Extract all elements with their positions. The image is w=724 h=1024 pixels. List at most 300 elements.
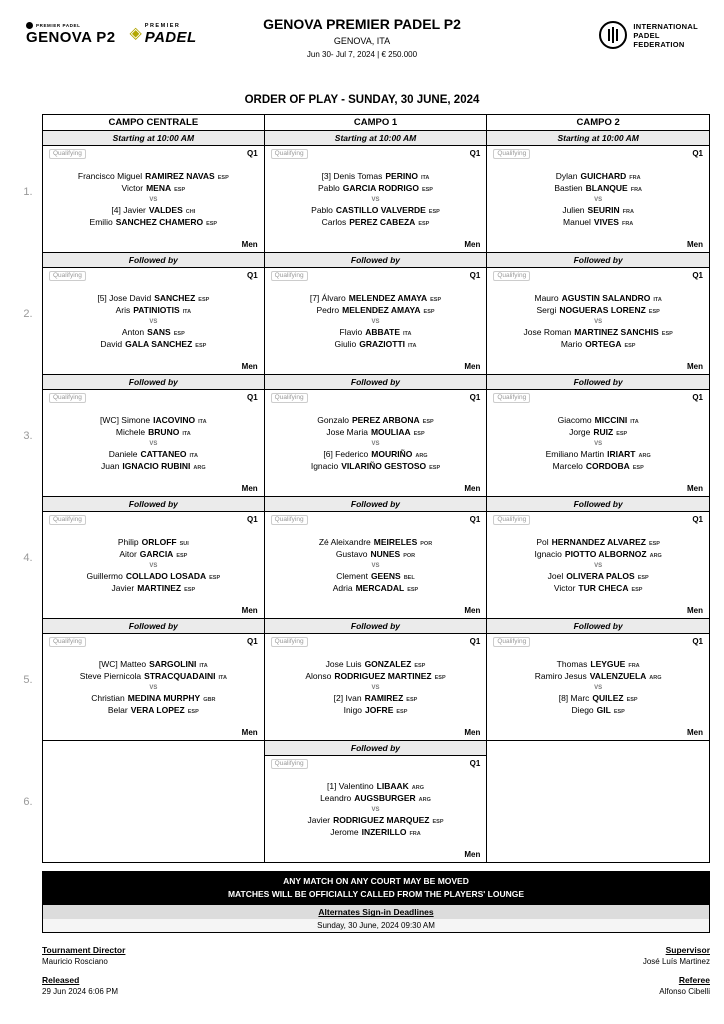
player-first-name: Anton [121,326,145,337]
player-first-name: [5] Jose David [97,292,152,303]
court-cell [487,619,710,741]
vs-label: VS [371,318,380,325]
row-number: 3. [23,430,33,442]
gender-label: Men [464,728,481,737]
genova-logo-text: GENOVA P2 [26,29,116,46]
players-list [271,525,481,606]
player [49,583,258,594]
player-country: POR [420,540,433,547]
player [271,781,481,792]
match-footer [271,240,481,250]
player [493,217,703,228]
match-header [493,515,703,525]
match [265,634,487,740]
notice-bar [42,871,710,905]
player-country: FRA [622,208,634,215]
event-title: GENOVA PREMIER PADEL P2 [263,16,461,32]
player-last-name: VALENZUELA [589,671,647,682]
schedule-table [14,114,710,863]
player-country: ESP [217,174,229,181]
player-country: ARG [418,797,431,804]
vs-label: VS [149,684,158,691]
player-first-name: Jose Luis [325,658,362,669]
player-country: ESP [613,708,625,715]
players-list [271,403,481,484]
player-last-name: GONZALEZ [364,658,412,669]
player-last-name: GEENS [370,570,401,581]
player [493,183,703,194]
player-first-name: Jose Maria [326,427,368,438]
court-cell [487,741,710,863]
player-country: ESP [624,342,636,349]
player [49,659,258,670]
player [493,537,703,548]
players-list [49,281,258,362]
player-first-name: Emiliano Martin [545,448,605,459]
time-band: Followed by [487,253,709,268]
player-last-name: GARCIA [139,549,174,560]
released-label: Released [42,975,80,986]
logos-left [26,22,197,46]
time-band: Followed by [265,497,487,512]
match-header [493,149,703,159]
player-first-name: Thomas [556,658,588,669]
gender-label: Men [687,484,703,493]
vs-label: VS [594,318,603,325]
player-first-name: Guillermo [86,570,123,581]
player-first-name: Javier [307,814,331,825]
vs-label: VS [149,562,158,569]
player-first-name: Diego [571,704,594,715]
premier-logo-text-block [145,23,197,46]
player-last-name: CASTILLO VALVERDE [335,204,426,215]
player-country: ITA [408,342,417,349]
time-band: Followed by [43,375,264,390]
player-first-name: Juan [100,460,120,471]
player-country: ESP [631,586,643,593]
player-first-name: Mauro [534,292,559,303]
player-last-name: MEDINA MURPHY [127,692,201,703]
player-country: GBR [203,696,216,703]
player-first-name: Ignacio [310,460,339,471]
tournament-director-label: Tournament Director [42,945,126,956]
player-first-name: Pedro [316,305,340,316]
gender-label: Men [687,240,703,249]
player [493,327,703,338]
player-first-name: Carlos [321,216,347,227]
player-first-name: Victor [553,582,576,593]
player [271,705,481,716]
player-country: ESP [423,309,435,316]
player [49,327,258,338]
player-country: FRA [621,220,634,227]
match-header [271,515,481,525]
match-footer [271,728,481,738]
player-first-name: Gonzalo [317,414,349,425]
schedule-row [14,375,710,497]
player-first-name: Mario [560,338,583,349]
player-last-name: VERA LOPEZ [130,704,185,715]
player-last-name: PIOTTO ALBORNOZ [564,549,647,560]
schedule-row [14,497,710,619]
player-last-name: IACOVINO [153,414,196,425]
player [271,659,481,670]
player-first-name: Pablo [311,204,333,215]
player-last-name: SEURIN [587,204,620,215]
player [271,671,481,682]
court-header-campo-centrale: CAMPO CENTRALE [42,114,265,131]
player-country: ESP [434,675,446,682]
genova-logo-top-text: PREMIER PADEL [36,23,81,28]
player-last-name: GRAZIOTTI [359,338,406,349]
time-band: Starting at 10:00 AM [487,131,709,146]
player-country: ESP [432,818,444,825]
court-cell [265,497,488,619]
player-last-name: GIL [596,704,611,715]
match-footer [493,362,703,372]
player [49,217,258,228]
player [271,549,481,560]
player-first-name: Sergi [536,305,557,316]
round-label: Q1 [246,149,258,158]
player-last-name: SANCHEZ CHAMERO [115,216,204,227]
notice-line-2: MATCHES WILL BE OFFICIALLY CALLED FROM THE PLAYERS' LOUNGE [227,889,525,900]
category-label: Qualifying [49,637,86,647]
player-first-name: Belar [107,704,128,715]
court-header-campo-2: CAMPO 2 [487,114,710,131]
category-label: Qualifying [493,271,530,281]
gender-label: Men [464,362,481,371]
player-last-name: JOFRE [365,704,394,715]
match-footer [49,362,258,372]
player [493,549,703,560]
match [265,512,487,618]
gender-label: Men [687,606,703,615]
player-last-name: ABBATE [365,326,400,337]
player-last-name: STRACQUADAINI [144,671,216,682]
player-country: ESP [632,464,644,471]
player-last-name: RUIZ [593,427,614,438]
alternates-section [42,905,710,933]
player-first-name: Zé Aleixandre [318,536,371,547]
player-last-name: IGNACIO RUBINI [122,460,191,471]
player-country: ARG [638,452,651,459]
player-country: ESP [413,431,425,438]
row-number: 5. [23,674,33,686]
player-country: ITA [182,309,192,316]
player [271,327,481,338]
player-last-name: MEIRELES [373,536,418,547]
vs-label: VS [371,440,380,447]
match-header [49,271,258,281]
vs-label: VS [371,806,380,813]
match-footer [493,240,703,250]
match-footer [49,728,258,738]
court-cell [265,131,488,253]
player-country: ESP [421,187,433,194]
player [493,449,703,460]
vs-label: VS [594,562,603,569]
player-first-name: [2] Ivan [333,692,362,703]
player [271,827,481,838]
player-country: ESP [418,220,430,227]
player [493,339,703,350]
player-country: ITA [198,418,207,425]
round-label: Q1 [469,515,481,524]
player-last-name: PEREZ ARBONA [351,414,420,425]
player-country: ESP [661,330,673,337]
court-cell [265,741,488,863]
category-label: Qualifying [271,271,308,281]
player [493,171,703,182]
player [493,705,703,716]
players-list [49,403,258,484]
vs-label: VS [149,196,158,203]
category-label: Qualifying [49,515,86,525]
match-footer [493,606,703,616]
player-first-name: Javier [111,582,135,593]
match-header [271,637,481,647]
player-last-name: BLANQUE [585,183,628,194]
player-first-name: Michele [115,427,146,438]
player-country: ITA [403,330,412,337]
player-last-name: ORLOFF [141,536,177,547]
player-first-name: Bastien [554,183,583,194]
schedule-row [14,253,710,375]
player [271,205,481,216]
player-country: ARG [649,675,662,682]
player-country: ESP [648,540,660,547]
player-first-name: Jorge [569,427,591,438]
player-first-name: [3] Denis Tomas [321,170,383,181]
player-country: ESP [176,553,188,560]
player-last-name: VALDES [148,204,183,215]
player-first-name: Aris [115,305,131,316]
player-country: FRA [628,662,640,669]
time-band: Starting at 10:00 AM [43,131,264,146]
round-label: Q1 [469,637,481,646]
player-country: FRA [409,830,421,837]
player-country: ITA [630,418,639,425]
match-footer [49,240,258,250]
court-cell [265,619,488,741]
vs-label: VS [149,318,158,325]
player-first-name: Leandro [320,793,352,804]
round-label: Q1 [246,637,258,646]
player [493,415,703,426]
player-country: ARG [649,553,662,560]
premier-logo-main-text: PADEL [144,28,197,46]
player-last-name: GARCIA RODRIGO [342,183,419,194]
player-last-name: VIVES [593,216,619,227]
player-country: ESP [173,330,185,337]
player-first-name: [4] Javier [111,204,146,215]
match-header [49,637,258,647]
time-band: Followed by [43,619,264,634]
player-last-name: HERNANDEZ ALVAREZ [551,536,646,547]
player-last-name: LIBAAK [376,780,409,791]
court-cell [42,741,265,863]
player-country: ESP [616,431,628,438]
player-country: ESP [174,187,186,194]
player [271,793,481,804]
gender-label: Men [464,850,481,859]
player-last-name: VILARIÑO GESTOSO [341,460,427,471]
premier-logo-top-text: PREMIER [144,22,181,29]
vs-label: VS [371,196,380,203]
player-last-name: QUILEZ [592,692,624,703]
court-cell [265,253,488,375]
player-last-name: RODRIGUEZ MARQUEZ [333,814,430,825]
time-band: Followed by [265,375,487,390]
match-footer [271,850,481,860]
player-country: ESP [429,464,441,471]
player [493,693,703,704]
player-country: ESP [430,296,442,303]
player-country: ARG [193,464,206,471]
player-last-name: LEYGUE [590,658,626,669]
schedule-row [14,741,710,863]
player-last-name: SANCHEZ [154,292,196,303]
gender-label: Men [241,362,258,371]
player-country: ESP [396,708,408,715]
player-last-name: RAMIREZ [364,692,404,703]
match-header [49,149,258,159]
player-first-name: [1] Valentino [327,780,374,791]
alternates-deadline: Sunday, 30 June, 2024 09:30 AM [43,919,709,932]
match-header [493,271,703,281]
player [493,671,703,682]
row-number: 6. [23,796,33,808]
player-first-name: Jose Roman [523,326,572,337]
supervisor-name: José Luís Martinez [642,957,710,967]
category-label: Qualifying [493,393,530,403]
match-header [49,515,258,525]
player [49,427,258,438]
player [493,461,703,472]
player [271,583,481,594]
match [43,390,264,496]
player-first-name: Ignacio [534,549,562,560]
player-country: ESP [184,586,196,593]
player-country: CHI [185,208,196,215]
match [487,634,709,740]
player-last-name: PATINIOTIS [133,305,180,316]
round-label: Q1 [469,271,481,280]
court-cell [42,619,265,741]
player [493,205,703,216]
player [49,171,258,182]
match-header [493,637,703,647]
round-label: Q1 [246,393,258,402]
category-label: Qualifying [49,149,86,159]
player-country: ESP [198,296,210,303]
player [271,415,481,426]
player [49,549,258,560]
player-first-name: Gustavo [335,549,368,560]
event-dates: Jun 30- Jul 7, 2024 | € 250.000 [306,50,418,59]
player-last-name: AGUSTIN SALANDRO [561,292,651,303]
player-last-name: NUNES [370,549,401,560]
court-cell [42,253,265,375]
match-header [271,149,481,159]
match [487,512,709,618]
players-list [493,647,703,728]
player-country: ITA [420,174,430,181]
vs-label: VS [371,684,380,691]
players-list [493,525,703,606]
match [265,146,487,252]
player [271,171,481,182]
player [49,305,258,316]
schedule-body [14,131,710,863]
player [271,815,481,826]
alternates-title: Alternates Sign-in Deadlines [43,905,709,919]
player [49,693,258,704]
player-first-name: Jerome [330,826,359,837]
court-cell [487,497,710,619]
player-first-name: Victor [121,183,144,194]
court-cell [42,497,265,619]
match [43,268,264,374]
player-first-name: Marcelo [552,460,583,471]
time-band: Followed by [265,253,487,268]
row-number: 4. [23,552,33,564]
player [493,293,703,304]
match [487,390,709,496]
round-label: Q1 [469,149,481,158]
player-last-name: INZERILLO [361,826,407,837]
player-first-name: Alonso [305,671,332,682]
round-label: Q1 [246,515,258,524]
player [271,183,481,194]
player-last-name: PERINO [385,170,418,181]
player-country: ESP [206,220,218,227]
match [43,634,264,740]
player [271,449,481,460]
player-last-name: RODRIGUEZ MARTINEZ [334,671,432,682]
court-header-campo-1: CAMPO 1 [265,114,488,131]
player-country: ITA [653,296,662,303]
player-country: ESP [187,708,199,715]
court-cell [42,131,265,253]
document-footer [42,945,710,996]
released-datetime: 29 Jun 2024 6:06 PM [42,987,119,997]
schedule-row [14,131,710,253]
player-country: ESP [195,342,207,349]
players-list [493,281,703,362]
player-country: FRA [629,174,641,181]
player-country: ESP [407,586,419,593]
match [265,756,487,862]
player [49,671,258,682]
player-last-name: PEREZ CABEZA [349,216,416,227]
player-last-name: MOURIÑO [371,448,413,459]
players-list [493,403,703,484]
player-country: ARG [415,452,428,459]
player [49,571,258,582]
round-label: Q1 [692,393,703,402]
player-last-name: CORDOBA [585,460,630,471]
match-header [493,393,703,403]
court-cell [265,375,488,497]
player-first-name: Clement [336,570,368,581]
player-first-name: Joel [547,570,564,581]
player-country: BEL [403,574,415,581]
time-band: Followed by [487,375,709,390]
player-country: ESP [422,418,434,425]
player [271,427,481,438]
